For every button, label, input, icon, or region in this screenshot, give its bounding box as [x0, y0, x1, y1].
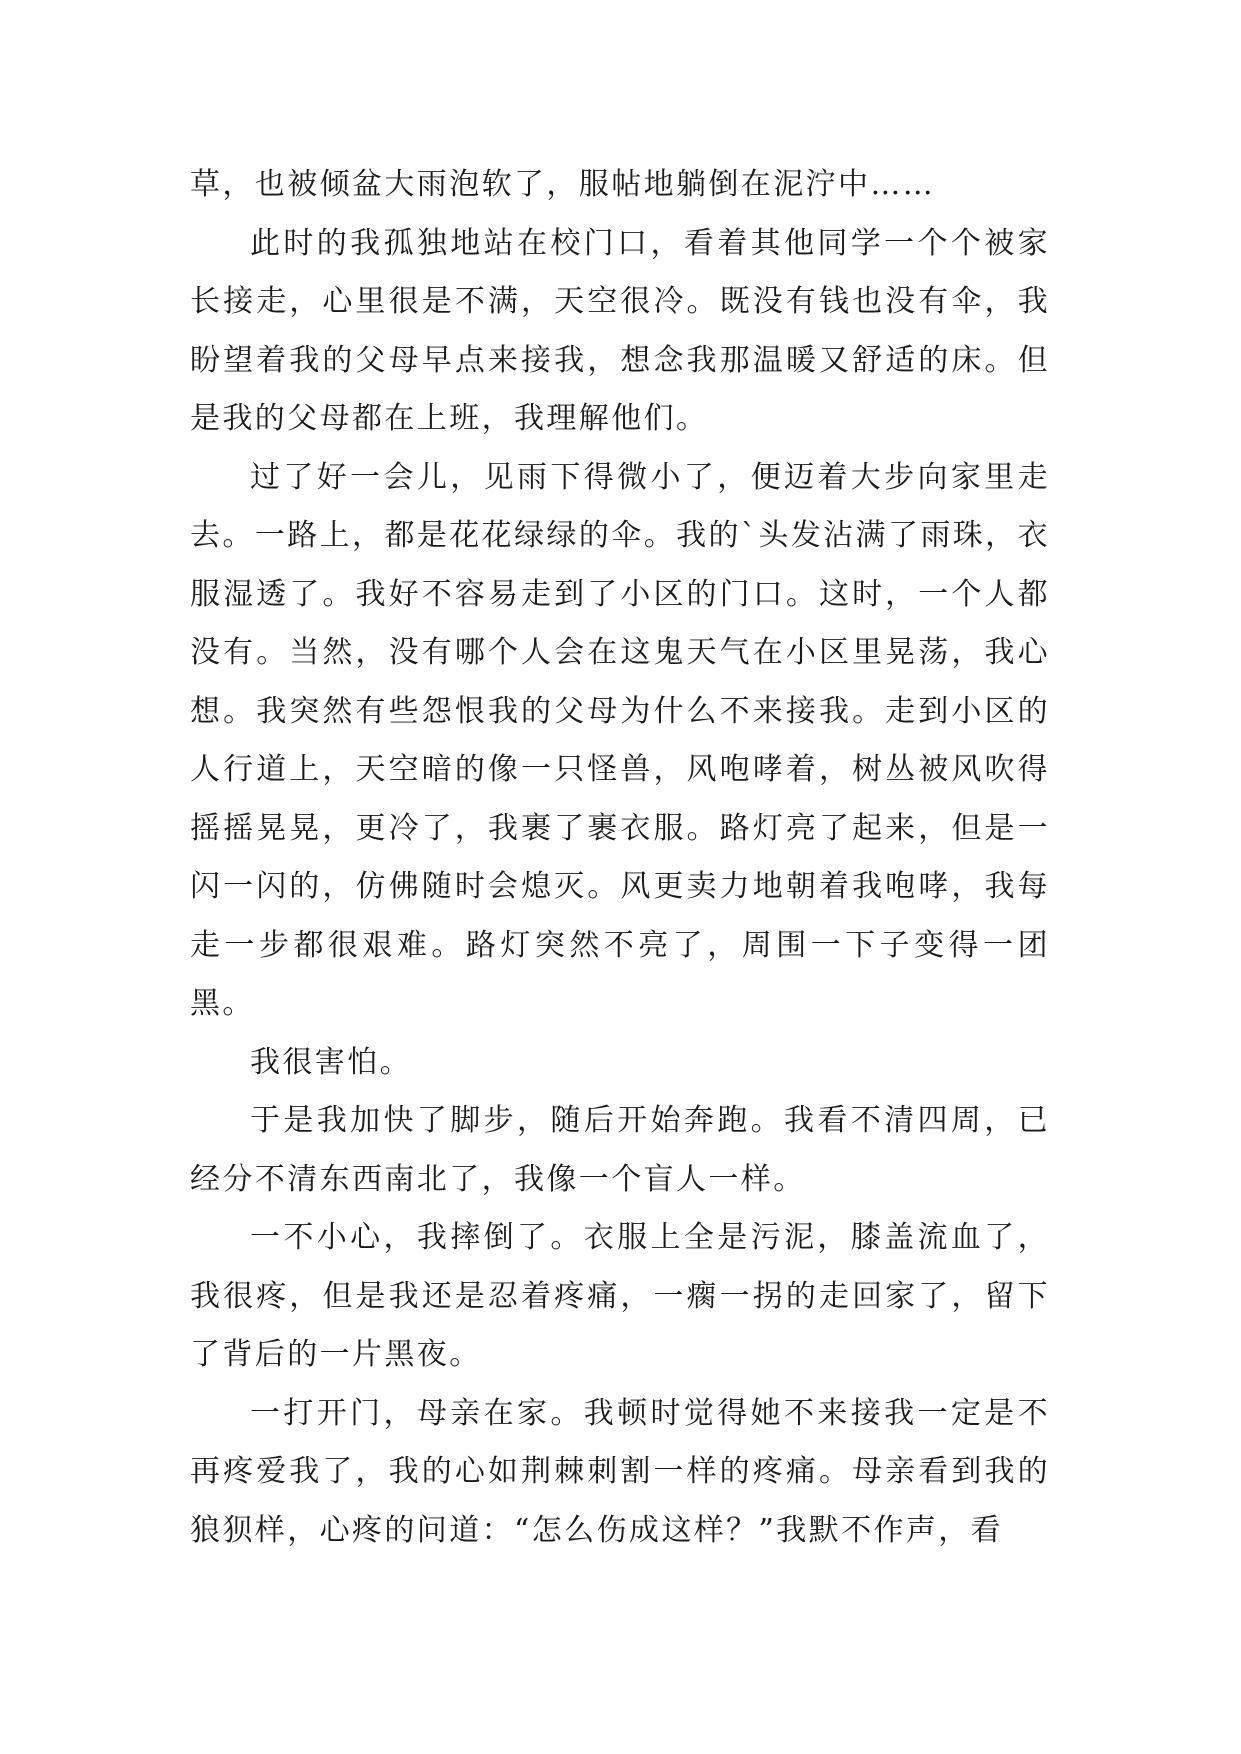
paragraph-7: 一打开门，母亲在家。我顿时觉得她不来接我一定是不再疼爱我了，我的心如荆棘刺割一样的疼痛。母亲看到我的狼狈样，心疼的问道：“怎么伤成这样？”我默不作声，看 — [190, 1395, 1050, 1548]
paragraph-4: 我很害怕。 — [250, 1044, 412, 1080]
paragraph-3: 过了好一会儿，见雨下得微小了，便迈着大步向家里走去。一路上，都是花花绿绿的伞。我的`头发沾满了雨珠，衣服湿透了。我好不容易走到了小区的门口。这时，一个人都没有。当然，没有哪个人会在这鬼天气在小区里晃荡，我心想。我突然有些怨恨我的父母为什么不来接我。走到小区的人行道上，天空暗的像一只怪兽，风咆哮着，树丛被风吹得摇摇晃晃，更冷了，我裹了裹衣服。路灯亮了起来，但是一闪一闪的，仿佛随时会熄灭。风更卖力地朝着我咆哮，我每走一步都很艰难。路灯突然不亮了，周围一下子变得一团黑。 — [190, 459, 1050, 1021]
document-body — [190, 156, 1050, 1560]
paragraph-1: 草，也被倾盆大雨泡软了，服帖地躺倒在泥泞中…… — [190, 167, 936, 202]
paragraph-6: 一不小心，我摔倒了。衣服上全是污泥，膝盖流血了，我很疼，但是我还是忍着疼痛，一瘸一拐的走回家了，留下了背后的一片黑夜。 — [190, 1220, 1050, 1372]
paragraph-2: 此时的我孤独地站在校门口，看着其他同学一个个被家长接走，心里很是不满，天空很冷。既没有钱也没有伞，我盼望着我的父母早点来接我，想念我那温暖又舒适的床。但是我的父母都在上班，我理解他们。 — [190, 225, 1050, 436]
paragraph-5: 于是我加快了脚步，随后开始奔跑。我看不清四周，已经分不清东西南北了，我像一个盲人一样。 — [190, 1103, 1050, 1197]
